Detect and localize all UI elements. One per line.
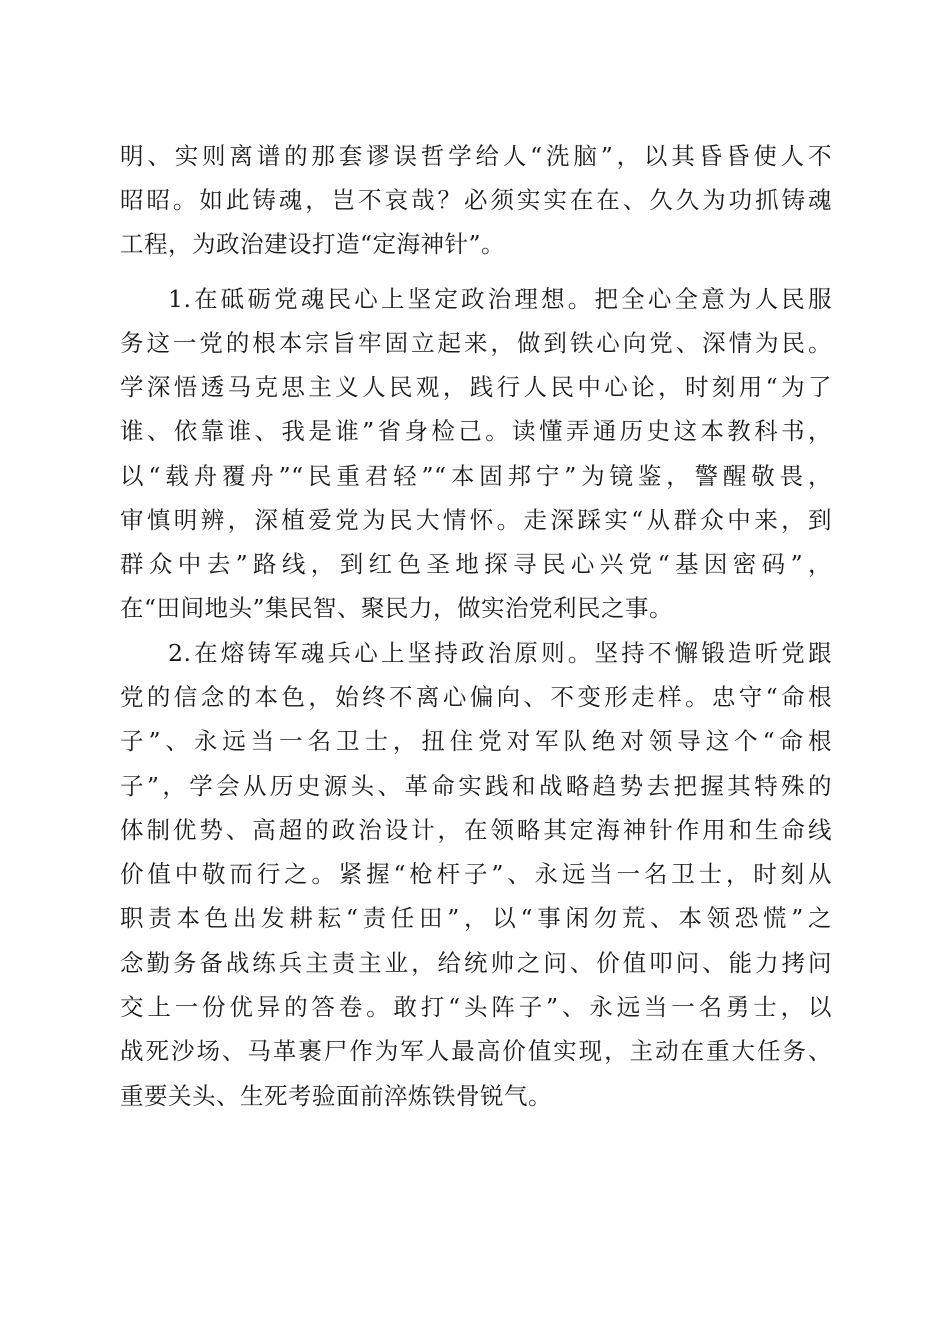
text-line: 谁、依靠谁、我是谁”省身检己。读懂弄通历史这本教科书， (120, 417, 832, 445)
text-line: 体制优势、高超的政治设计，在领略其定海神针作用和生命线 (120, 816, 832, 844)
paragraph-2-first-line: 2.在熔铸军魂兵心上坚持政治原则。坚持不懈锻造听党跟 (168, 639, 832, 667)
text-line: 昭昭。如此铸魂，岂不哀哉？必须实实在在、久久为功抓铸魂 (120, 186, 832, 214)
text-line: 子”、永远当一名卫士，扭住党对军队绝对领导这个“命根 (120, 727, 832, 755)
text-line: 学深悟透马克思主义人民观，践行人民中心论，时刻用“为了 (120, 373, 832, 401)
text-line: 明、实则离谱的那套谬误哲学给人“洗脑”，以其昏昏使人不 (120, 142, 832, 170)
paragraph-1-first-line: 1.在砥砺党魂民心上坚定政治理想。把全心全意为人民服 (168, 285, 832, 313)
text-line: 以“载舟覆舟”“民重君轻”“本固邦宁”为镜鉴，警醒敬畏， (120, 462, 832, 490)
text-line: 交上一份优异的答卷。敢打“头阵子”、永远当一名勇士，以 (120, 993, 832, 1021)
text-line: 在“田间地头”集民智、聚民力，做实治党利民之事。 (120, 594, 674, 622)
text-line: 工程，为政治建设打造“定海神针”。 (120, 230, 506, 258)
text-line: 审慎明辨，深植爱党为民大情怀。走深踩实“从群众中来，到 (120, 506, 832, 534)
text-line: 价值中敬而行之。紧握“枪杆子”、永远当一名卫士，时刻从 (120, 860, 832, 888)
text-line: 念勤务备战练兵主责主业，给统帅之问、价值叩问、能力拷问 (120, 949, 832, 977)
text-line: 重要关头、生死考验面前淬炼铁骨锐气。 (120, 1082, 552, 1110)
text-line: 职责本色出发耕耘“责任田”，以“事闲勿荒、本领恐慌”之 (120, 904, 832, 932)
text-line: 群众中去”路线，到红色圣地探寻民心兴党“基因密码”， (120, 550, 832, 578)
text-line: 子”，学会从历史源头、革命实践和战略趋势去把握其特殊的 (120, 772, 832, 800)
text-line: 党的信念的本色，始终不离心偏向、不变形走样。忠守“命根 (120, 683, 832, 711)
text-line: 务这一党的根本宗旨牢固立起来，做到铁心向党、深情为民。 (120, 329, 832, 357)
text-line: 战死沙场、马革裹尸作为军人最高价值实现，主动在重大任务、 (120, 1037, 832, 1065)
